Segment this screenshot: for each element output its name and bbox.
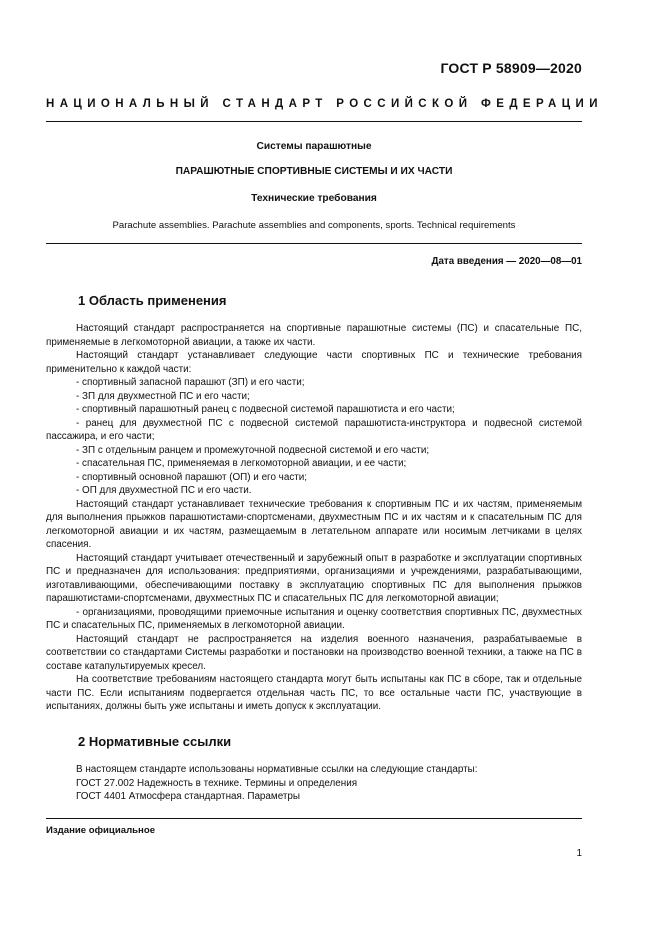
section-scope (46, 292, 582, 714)
paragraph: Настоящий стандарт устанавливает технические требования к спортивным ПС и их частям, применяемым для выполнения прыжков парашютистами-спортсменами, двухместным ПС и их частям и к спасательным ПС для легкомоторной авиации и их частям, размещаемым в летательном аппарате или носимым летчиками в целях спасения. (46, 498, 582, 550)
title-sub: Технические требования (251, 193, 377, 204)
paragraph: Настоящий стандарт устанавливает следующие части спортивных ПС и технические требования применительно к каждой части: (46, 350, 582, 375)
divider-top (46, 121, 582, 122)
list-item: - ЗП с отдельным ранцем и промежуточной подвесной системой и его части; (76, 444, 430, 456)
standard-designation: ГОСТ Р 58909—2020 (440, 60, 582, 76)
official-edition-label: Издание официальное (46, 825, 156, 836)
section-references (46, 733, 582, 804)
paragraph: Настоящий стандарт учитывает отечественный и зарубежный опыт в разработке и эксплуатации спортивных ПС и предназначен для использования: предприятиями, организациями и учреждениями, разрабатывающими, изготавливающими, обеспечивающими поставку в эксплуатацию спортивных ПС для выполнения прыжков парашютистами-спортсменами, двухместных ПС и спасательных ПС для легкомоторной авиации; (46, 552, 582, 604)
list-item: - спасательная ПС, применяемая в легкомоторной авиации, и ее части; (76, 458, 407, 469)
title-main: ПАРАШЮТНЫЕ СПОРТИВНЫЕ СИСТЕМЫ И ИХ ЧАСТИ (175, 166, 453, 177)
title-group: Системы парашютные (256, 141, 372, 152)
list-item: - ранец для двухместной ПС с подвесной системой парашютиста-инструктора и подвесной системой пассажира, и его части; (46, 417, 582, 442)
reference-item: ГОСТ 27.002 Надежность в технике. Термины и определения (76, 777, 358, 789)
divider-title (46, 243, 582, 244)
section-2-heading: 2 Нормативные ссылки (78, 734, 232, 749)
paragraph: Настоящий стандарт распространяется на спортивные парашютные системы (ПС) и спасательные ПС, применяемые в легкомоторной авиации, а также их части. (46, 323, 582, 348)
list-item: - ОП для двухместной ПС и его части. (76, 485, 252, 496)
section-1-heading: 1 Область применения (78, 293, 227, 308)
national-standard-banner: НАЦИОНАЛЬНЫЙ СТАНДАРТ РОССИЙСКОЙ ФЕДЕРАЦИИ (46, 98, 603, 110)
reference-item: ГОСТ 4401 Атмосфера стандартная. Параметры (76, 791, 300, 802)
list-item: - спортивный парашютный ранец с подвесной системой парашютиста и его части; (76, 404, 455, 415)
introduction-date: Дата введения — 2020—08—01 (431, 256, 582, 267)
title-english: Parachute assemblies. Parachute assemblies and components, sports. Technical requirements (112, 220, 516, 231)
paragraph: На соответствие требованиям настоящего стандарта могут быть испытаны как ПС в сборе, так и отдельные части ПС. Если испытаниям подвергается отдельная часть ПС, то все остальные части ПС, участвующие в испытаниях, должны быть уже испытаны и иметь допуск к эксплуатации. (46, 674, 582, 712)
divider-footer (46, 818, 582, 819)
paragraph: В настоящем стандарте использованы нормативные ссылки на следующие стандарты: (76, 764, 478, 775)
paragraph: - организациями, проводящими приемочные испытания и оценку соответствия спортивных ПС, двухместных ПС и спасательных ПС, применяемых в легкомоторной авиации. (46, 606, 582, 631)
list-item: - ЗП для двухместной ПС и его части; (76, 390, 250, 402)
list-item: - спортивный запасной парашют (ЗП) и его части; (76, 377, 305, 388)
list-item: - спортивный основной парашют (ОП) и его части; (76, 471, 308, 483)
paragraph: Настоящий стандарт не распространяется на изделия военного назначения, разрабатываемые в соответствии со стандартами Системы разработки и постановки на производство военной техники, а также на ПС в составе катапультируемых кресел. (46, 633, 582, 672)
page-number: 1 (576, 848, 582, 859)
